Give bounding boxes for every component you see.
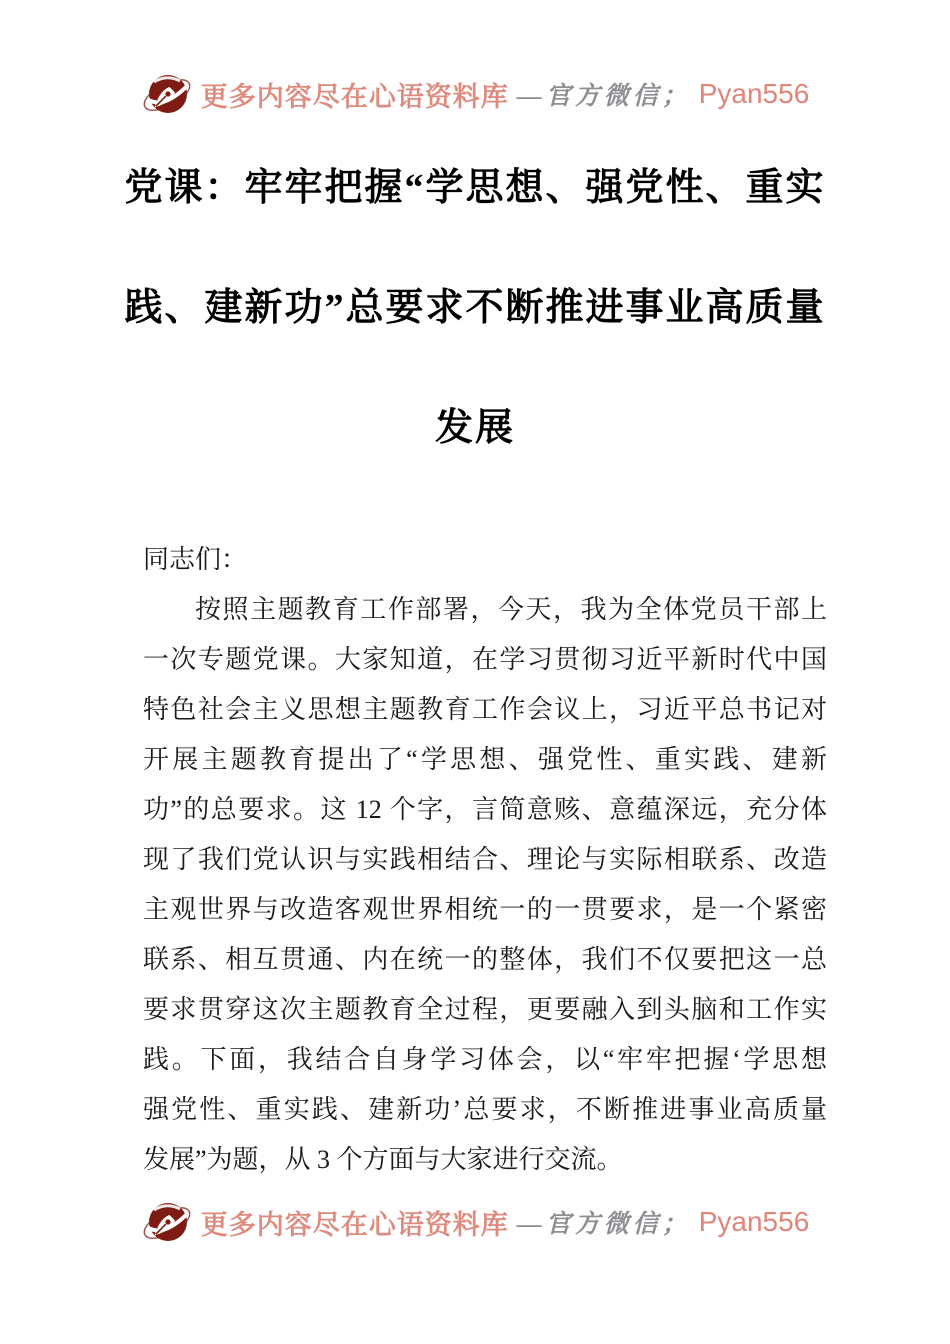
body-text-line: 一次专题党课。大家知道，在学习贯彻习近平新时代中国 [143, 645, 827, 674]
wechat-label: —官方微信； [516, 1211, 691, 1238]
body-text-line: 主观世界与改造客观世界相统一的一贯要求，是一个紧密 [143, 895, 827, 924]
wechat-account: Pyan556 [698, 78, 810, 109]
title-line: 党课：牢牢把握“学思想、强党性、重实 [124, 167, 826, 209]
wechat-label: —官方微信； [516, 83, 691, 110]
document-title [0, 128, 950, 488]
pen-nib-logo-icon [141, 68, 193, 120]
body-text-line: 联系、相互贯通、内在统一的整体，我们不仅要把这一总 [143, 945, 827, 974]
body-text-line: 发展”为题，从 3 个方面与大家进行交流。 [143, 1145, 623, 1174]
body-text [143, 535, 827, 1185]
body-text-line: 特色社会主义思想主题教育工作会议上，习近平总书记对 [143, 695, 827, 724]
footer-watermark [0, 1196, 950, 1248]
salutation: 同志们： [143, 545, 248, 574]
brand-text: 更多内容尽在心语资料库 [200, 81, 509, 112]
title-line: 发展 [434, 407, 515, 449]
pen-nib-logo-icon [141, 1196, 193, 1248]
body-text-line: 强党性、重实践、建新功’总要求，不断推进事业高质量 [143, 1095, 827, 1124]
body-text-line: 现了我们党认识与实践相结合、理论与实际相联系、改造 [143, 845, 827, 874]
body-text-line: 践。下面，我结合自身学习体会，以“牢牢把握‘学思想 [143, 1045, 827, 1074]
wechat-account: Pyan556 [698, 1206, 810, 1237]
brand-text: 更多内容尽在心语资料库 [200, 1209, 509, 1240]
body-text-line: 按照主题教育工作部署，今天，我为全体党员干部上 [195, 595, 827, 624]
body-text-line: 开展主题教育提出了“学思想、强党性、重实践、建新 [143, 745, 827, 774]
header-watermark [0, 68, 950, 120]
body-text-line: 功”的总要求。这 12 个字，言简意赅、意蕴深远，充分体 [143, 795, 827, 824]
title-line: 践、建新功”总要求不断推进事业高质量 [124, 287, 826, 329]
body-text-line: 要求贯穿这次主题教育全过程，更要融入到头脑和工作实 [143, 995, 827, 1024]
